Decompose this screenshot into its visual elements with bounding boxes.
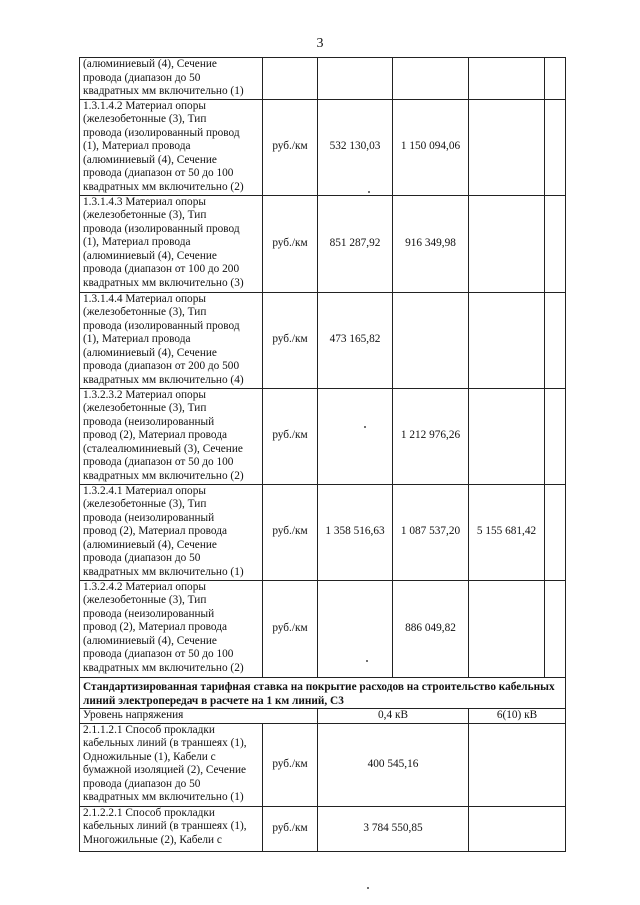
unit-cell: руб./км — [263, 99, 318, 195]
table-row — [80, 388, 566, 484]
row-description — [80, 99, 263, 195]
description-line: провода (диапазон от 100 до 200 — [83, 263, 240, 275]
empty-cell — [545, 195, 566, 292]
description-line: квадратных мм включительно (1) — [83, 791, 244, 803]
unit-cell: руб./км — [263, 484, 318, 580]
description-line: 2.1.2.2.1 Способ прокладки — [83, 806, 215, 819]
unit-cell: руб./км — [263, 388, 318, 484]
description-line: квадратных мм включительно (2) — [83, 180, 244, 193]
description-line: (железобетонные (3), Тип — [83, 498, 207, 510]
description-line: 1.3.1.4.4 Материал опоры — [83, 292, 206, 305]
voltage-level-row — [80, 708, 566, 723]
description-line: Одножильные (1), Кабели с — [83, 750, 216, 763]
description-line: (железобетонные (3), Тип — [83, 209, 207, 221]
row-description — [80, 292, 263, 388]
empty-cell — [545, 292, 566, 388]
description-line: провода (диапазон до 50 — [83, 71, 201, 84]
description-line: провода (изолированный провод — [83, 126, 240, 139]
description-line: Многожильные (2), Кабели с — [83, 833, 222, 846]
description-line: провода (неизолированный — [83, 415, 215, 428]
scan-speck — [364, 426, 366, 428]
value-cell: 1 150 094,06 — [393, 99, 469, 195]
empty-cell — [545, 58, 566, 100]
table-row — [80, 723, 566, 806]
description-line: (алюминиевый (4), Сечение — [83, 634, 217, 647]
description-line: провода (изолированный провод — [83, 222, 240, 235]
description-line: 1.3.1.4.3 Материал опоры — [83, 195, 206, 208]
description-line: (1), Материал провода — [83, 140, 191, 152]
value-cell: 1 212 976,26 — [393, 388, 469, 484]
description-line: кабельных линий (в траншеях (1), — [83, 737, 247, 749]
table-row — [80, 484, 566, 580]
description-line: провода (диапазон от 50 до 100 — [83, 167, 234, 179]
description-line: провод (2), Материал провода — [83, 429, 227, 441]
value-cell: 532 130,03 — [318, 99, 393, 195]
description-line: (железобетонные (3), Тип — [83, 402, 207, 414]
description-line: провода (диапазон от 200 до 500 — [83, 360, 240, 372]
description-line: квадратных мм включительно (1) — [83, 85, 244, 97]
description-line: (1), Материал провода — [83, 236, 191, 248]
section-title: Стандартизированная тарифная ставка на покрытие расходов на строительство кабельных линий электропередач в расчете на 1 км линий, С3 — [80, 677, 566, 708]
description-line: (алюминиевый (4), Сечение — [83, 538, 217, 551]
description-line: провода (изолированный провод — [83, 319, 240, 332]
description-line: (алюминиевый (4), Сечение — [83, 249, 217, 262]
value-cell — [469, 292, 545, 388]
value-cell: 916 349,98 — [393, 195, 469, 292]
description-line: квадратных мм включительно (2) — [83, 661, 244, 674]
scan-speck — [367, 887, 369, 889]
value-cell: 5 155 681,42 — [469, 484, 545, 580]
description-line: кабельных линий (в траншеях (1), — [83, 820, 247, 832]
section-header-row — [80, 677, 566, 708]
value-cell — [318, 580, 393, 677]
description-line: (алюминиевый (4), Сечение — [83, 153, 217, 166]
table-row — [80, 580, 566, 677]
value-cell — [393, 292, 469, 388]
page-number: 3 — [316, 36, 324, 51]
description-line: (алюминиевый (4), Сечение — [83, 346, 217, 359]
unit-cell: руб./км — [263, 580, 318, 677]
row-description — [80, 195, 263, 292]
description-line: провода (диапазон от 50 до 100 — [83, 456, 234, 468]
unit-cell: руб./км — [263, 292, 318, 388]
description-line: провод (2), Материал провода — [83, 525, 227, 537]
description-line: 1.3.2.4.1 Материал опоры — [83, 484, 206, 497]
description-line: (железобетонные (3), Тип — [83, 306, 207, 318]
unit-cell: руб./км — [263, 723, 318, 806]
row-description — [80, 388, 263, 484]
table-row — [80, 195, 566, 292]
table-row — [80, 292, 566, 388]
row-description — [80, 806, 263, 851]
value-cell: 886 049,82 — [393, 580, 469, 677]
voltage-610-header: 6(10) кВ — [469, 708, 566, 723]
value-cell: 1 087 537,20 — [393, 484, 469, 580]
description-line: 1.3.2.3.2 Материал опоры — [83, 388, 206, 401]
description-line: провода (неизолированный — [83, 511, 215, 524]
value-cell: 1 358 516,63 — [318, 484, 393, 580]
description-line: (железобетонные (3), Тип — [83, 113, 207, 125]
voltage-04-header: 0,4 кВ — [318, 708, 469, 723]
row-description — [80, 580, 263, 677]
description-line: (сталеалюминиевый (3), Сечение — [83, 442, 243, 455]
row-description — [80, 58, 263, 100]
value-cell — [318, 388, 393, 484]
value-cell — [469, 58, 545, 100]
row-description — [80, 723, 263, 806]
description-line: провода (неизолированный — [83, 607, 215, 620]
empty-cell — [545, 484, 566, 580]
empty-cell — [545, 99, 566, 195]
value-cell — [469, 580, 545, 677]
description-line: (алюминиевый (4), Сечение — [83, 58, 217, 70]
description-line: провода (диапазон от 50 до 100 — [83, 648, 234, 660]
value-cell — [393, 58, 469, 100]
tariff-table — [79, 57, 566, 852]
description-line: 1.3.1.4.2 Материал опоры — [83, 99, 206, 112]
description-line: квадратных мм включительно (1) — [83, 565, 244, 578]
table-row — [80, 99, 566, 195]
unit-cell — [263, 58, 318, 100]
scan-speck — [368, 191, 370, 193]
description-line: квадратных мм включительно (2) — [83, 469, 244, 482]
value-cell — [469, 99, 545, 195]
description-line: (железобетонные (3), Тип — [83, 594, 207, 606]
description-line: провода (диапазон до 50 — [83, 777, 201, 790]
description-line: 1.3.2.4.2 Материал опоры — [83, 580, 206, 593]
value-cell — [469, 388, 545, 484]
value-04-cell: 400 545,16 — [318, 723, 469, 806]
value-04-cell: 3 784 550,85 — [318, 806, 469, 851]
value-cell — [469, 195, 545, 292]
description-line: квадратных мм включительно (4) — [83, 373, 244, 386]
value-610-cell — [469, 806, 566, 851]
description-line: 2.1.1.2.1 Способ прокладки — [83, 723, 215, 736]
description-line: квадратных мм включительно (3) — [83, 276, 244, 289]
table-row — [80, 58, 566, 100]
value-cell — [318, 58, 393, 100]
value-610-cell — [469, 723, 566, 806]
table-row — [80, 806, 566, 851]
scan-speck — [366, 660, 368, 662]
empty-cell — [545, 580, 566, 677]
description-line: (1), Материал провода — [83, 333, 191, 345]
description-line: бумажной изоляцией (2), Сечение — [83, 764, 247, 776]
value-cell: 851 287,92 — [318, 195, 393, 292]
empty-cell — [545, 388, 566, 484]
row-description — [80, 484, 263, 580]
unit-cell: руб./км — [263, 806, 318, 851]
description-line: провод (2), Материал провода — [83, 621, 227, 633]
description-line: провода (диапазон до 50 — [83, 552, 201, 564]
voltage-level-label: Уровень напряжения — [80, 708, 318, 723]
value-cell: 473 165,82 — [318, 292, 393, 388]
unit-cell: руб./км — [263, 195, 318, 292]
